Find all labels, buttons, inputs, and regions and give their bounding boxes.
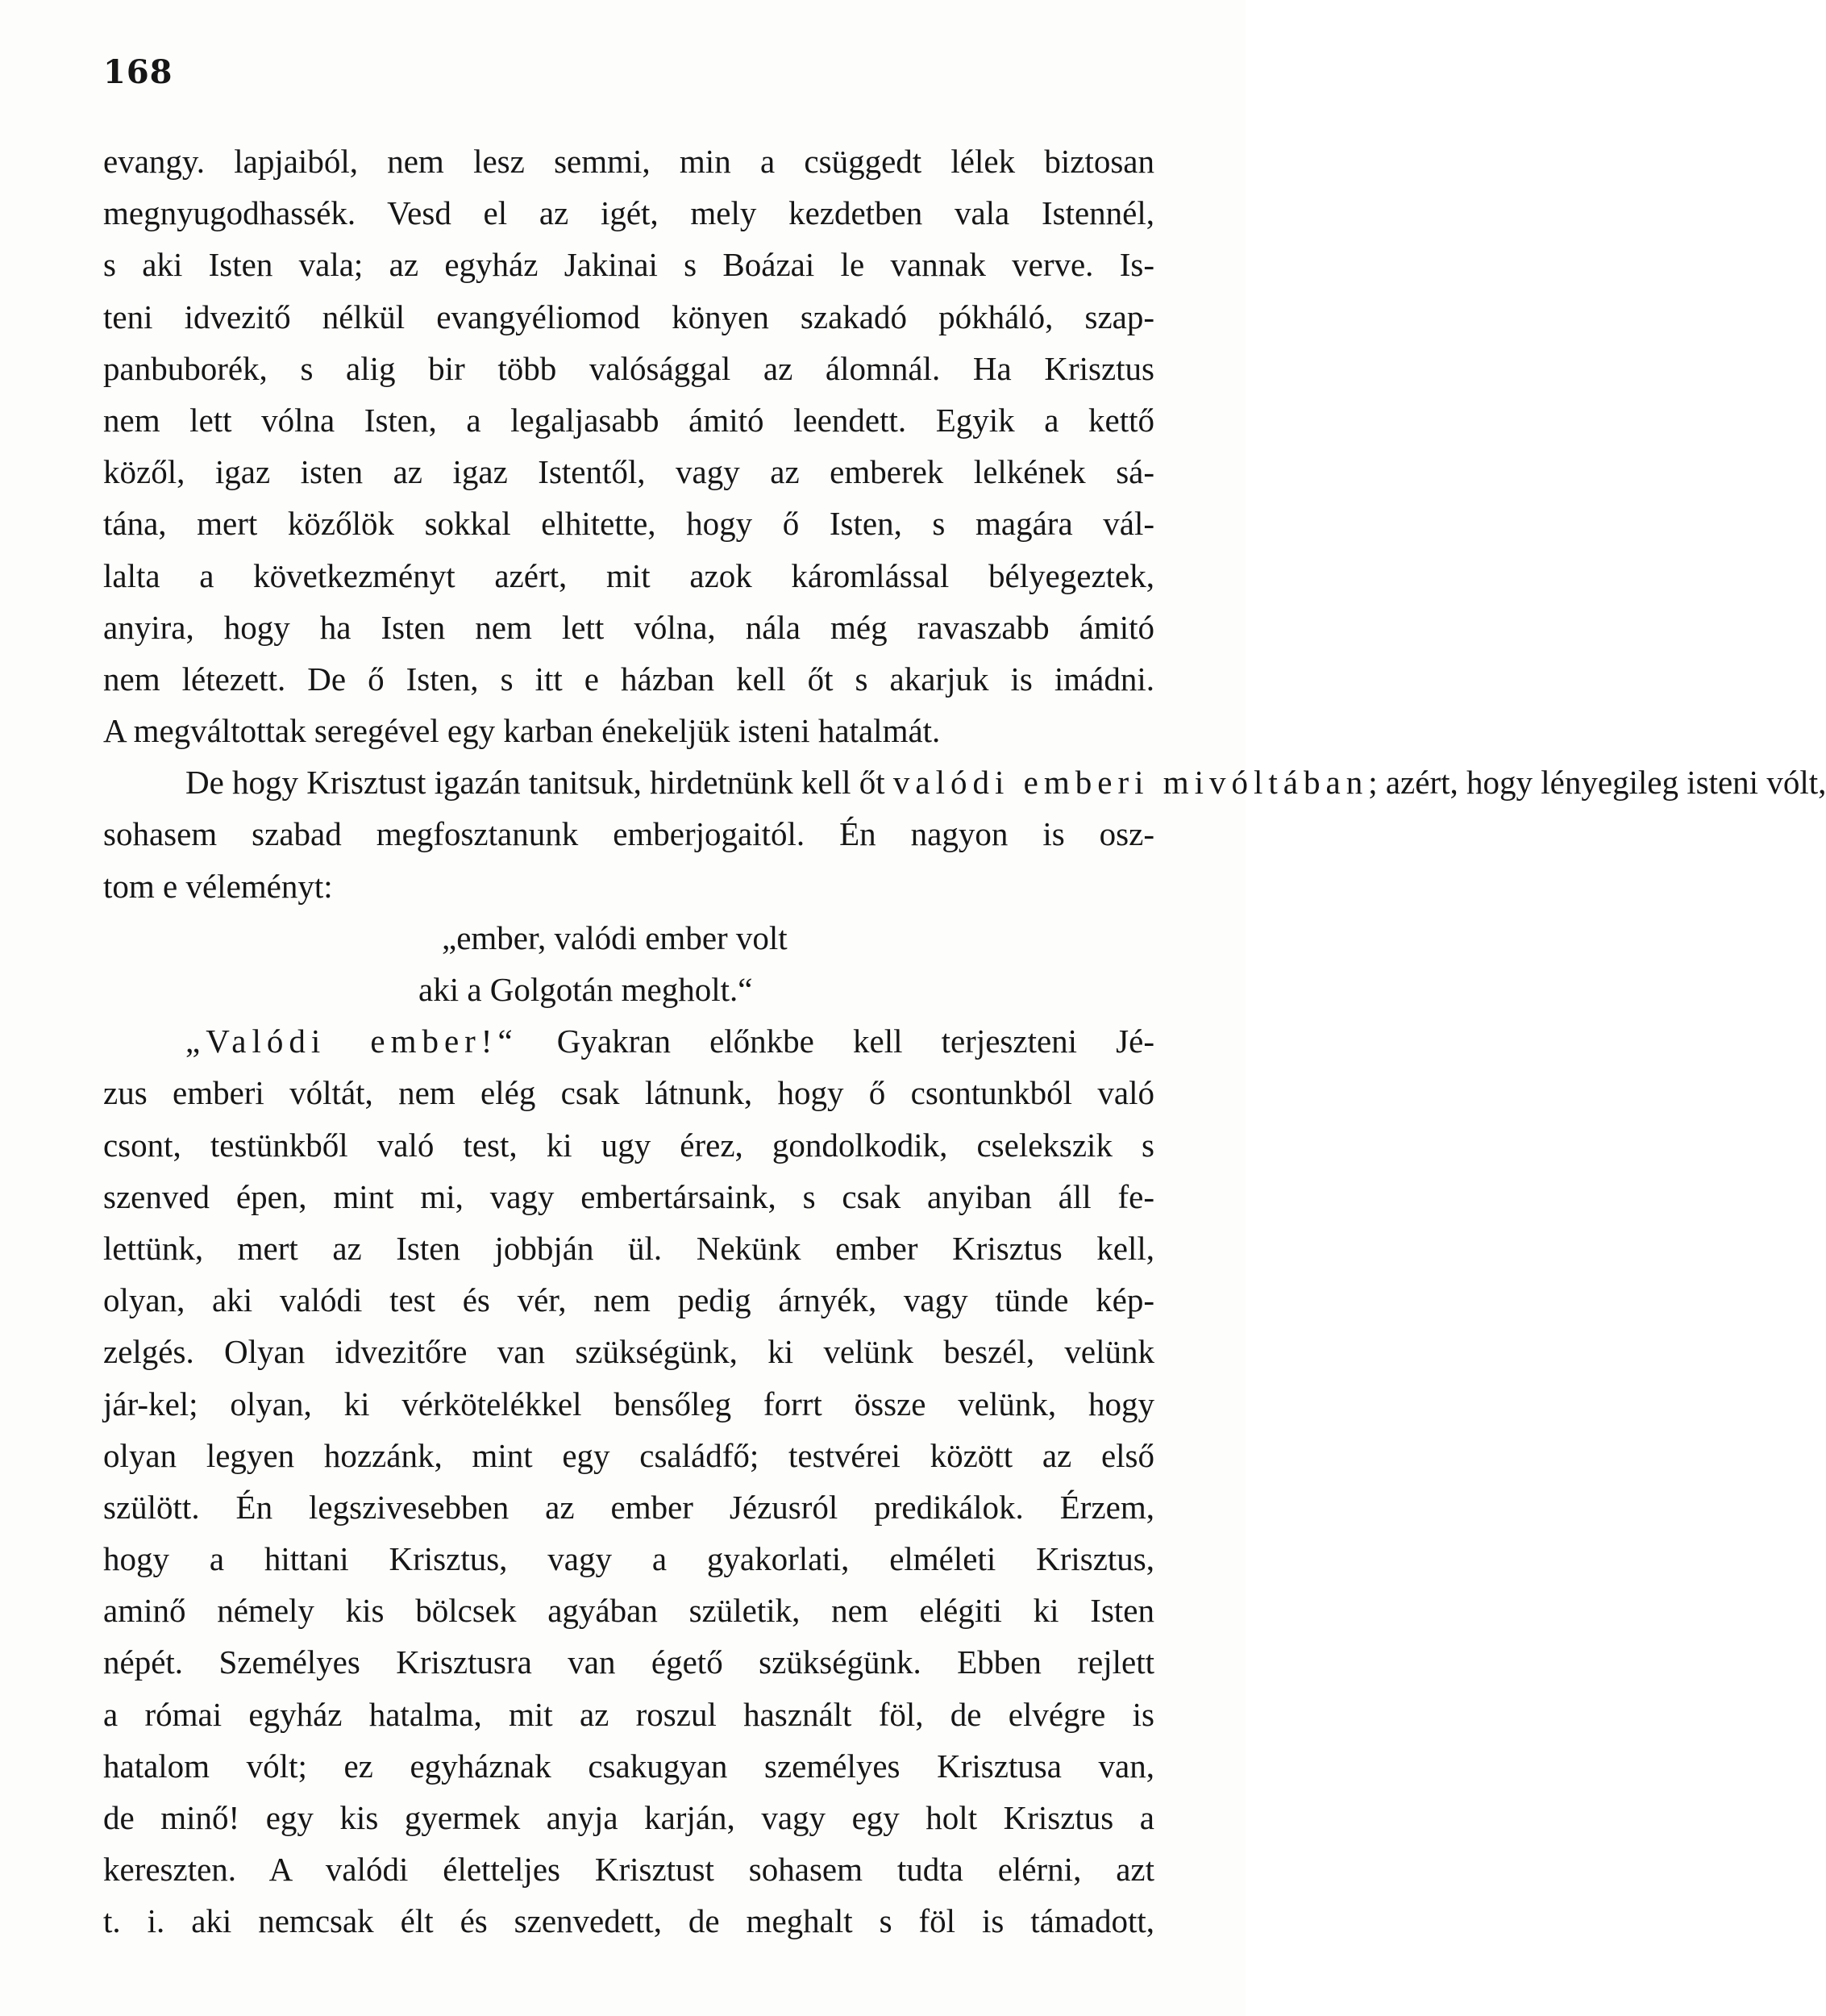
text-line: megnyugodhassék. Vesd el az igét, mely kezdetben vala Istennél,	[103, 194, 1154, 232]
text-line: A megváltottak seregével egy karban énekeljük isteni hatalmát.	[103, 712, 941, 750]
text-line: zelgés. Olyan idvezitőre van szükségünk, ki velünk beszél, velünk	[103, 1333, 1154, 1371]
text-fragment: De hogy Krisztust igazán tanitsuk, hirdetnünk kell őt	[185, 764, 893, 802]
text-line: olyan legyen hozzánk, mint egy családfő; testvérei között az első	[103, 1436, 1154, 1474]
text-line: s aki Isten vala; az egyház Jakinai s Boázai le vannak verve. Is-	[103, 246, 1154, 284]
text-line: csont, testünkből való test, ki ugy érez, gondolkodik, cselekszik s	[103, 1126, 1154, 1164]
body-text	[103, 135, 1826, 1947]
verse-line: aki a Golgotán megholt.“	[418, 971, 753, 1008]
text-line: népét. Személyes Krisztusra van égető szükségünk. Ebben rejlett	[103, 1643, 1154, 1681]
text-line: jár-kel; olyan, ki vérkötelékkel bensőleg forrt össze velünk, hogy	[103, 1385, 1154, 1422]
text-line: teni idvezitő nélkül evangyéliomod könyen szakadó pókháló, szap-	[103, 298, 1154, 335]
text-line: tána, mert közőlök sokkal elhitette, hogy ő Isten, s magára vál-	[103, 505, 1154, 543]
text-line: aminő némely kis bölcsek agyában születik, nem elégiti ki Isten	[103, 1592, 1154, 1630]
text-line: sohasem szabad megfosztanunk emberjogaitól. Én nagyon is osz-	[103, 815, 1154, 853]
text-fragment: ; azért, hogy lényegileg isteni vólt,	[1368, 764, 1826, 802]
emphasized-phrase: valódi emberi mivóltában	[892, 764, 1369, 802]
text-line: panbuborék, s alig bir több valósággal az álomnál. Ha Krisztus	[103, 349, 1154, 387]
text-line: szülött. Én legszivesebben az ember Jézusról predikálok. Érzem,	[103, 1488, 1154, 1526]
text-line: anyira, hogy ha Isten nem lett vólna, nála még ravaszabb ámitó	[103, 608, 1154, 646]
page-number: 168	[103, 53, 173, 91]
text-line: de minő! egy kis gyermek anyja karján, vagy egy holt Krisztus a	[103, 1799, 1154, 1836]
verse-line: „ember, valódi ember volt	[442, 918, 788, 956]
text-line: szenved épen, mint mi, vagy embertársaink, s csak anyiban áll fe-	[103, 1177, 1154, 1215]
text-line: hogy a hittani Krisztus, vagy a gyakorlati, elméleti Krisztus,	[103, 1540, 1154, 1578]
text-line: a római egyház hatalma, mit az roszul használt föl, de elvégre is	[103, 1695, 1154, 1733]
text-line: kereszten. A valódi életteljes Krisztust sohasem tudta elérni, azt	[103, 1851, 1154, 1889]
text-line: evangy. lapjaiból, nem lesz semmi, min a csüggedt lélek biztosan	[103, 143, 1154, 180]
text-line: tom e véleményt:	[103, 867, 333, 905]
text-line: olyan, aki valódi test és vér, nem pedig árnyék, vagy tünde kép-	[103, 1281, 1154, 1319]
text-line: lalta a következményt azért, mit azok káromlással bélyegeztek,	[103, 556, 1154, 594]
text-line: t. i. aki nemcsak élt és szenvedett, de meghalt s föl is támadott,	[103, 1902, 1154, 1940]
text-line: lettünk, mert az Isten jobbján ül. Nekünk ember Krisztus kell,	[103, 1229, 1154, 1267]
text-line: közől, igaz isten az igaz Istentől, vagy az emberek lelkének sá-	[103, 453, 1154, 491]
text-line: nem létezett. De ő Isten, s itt e házban kell őt s akarjuk is imádni.	[103, 660, 1154, 698]
text-line	[103, 756, 1826, 808]
text-line: hatalom vólt; ez egyháznak csakugyan személyes Krisztusa van,	[103, 1747, 1154, 1785]
emphasized-phrase: „Valódi ember!“	[185, 1023, 518, 1060]
text-line: nem lett vólna Isten, a legaljasabb ámitó leendett. Egyik a kettő	[103, 401, 1154, 439]
text-fragment: Gyakran előnkbe kell terjeszteni Jé-	[518, 1023, 1154, 1060]
text-line	[103, 1015, 1154, 1067]
text-line: zus emberi vóltát, nem elég csak látnunk, hogy ő csontunkból való	[103, 1074, 1154, 1112]
